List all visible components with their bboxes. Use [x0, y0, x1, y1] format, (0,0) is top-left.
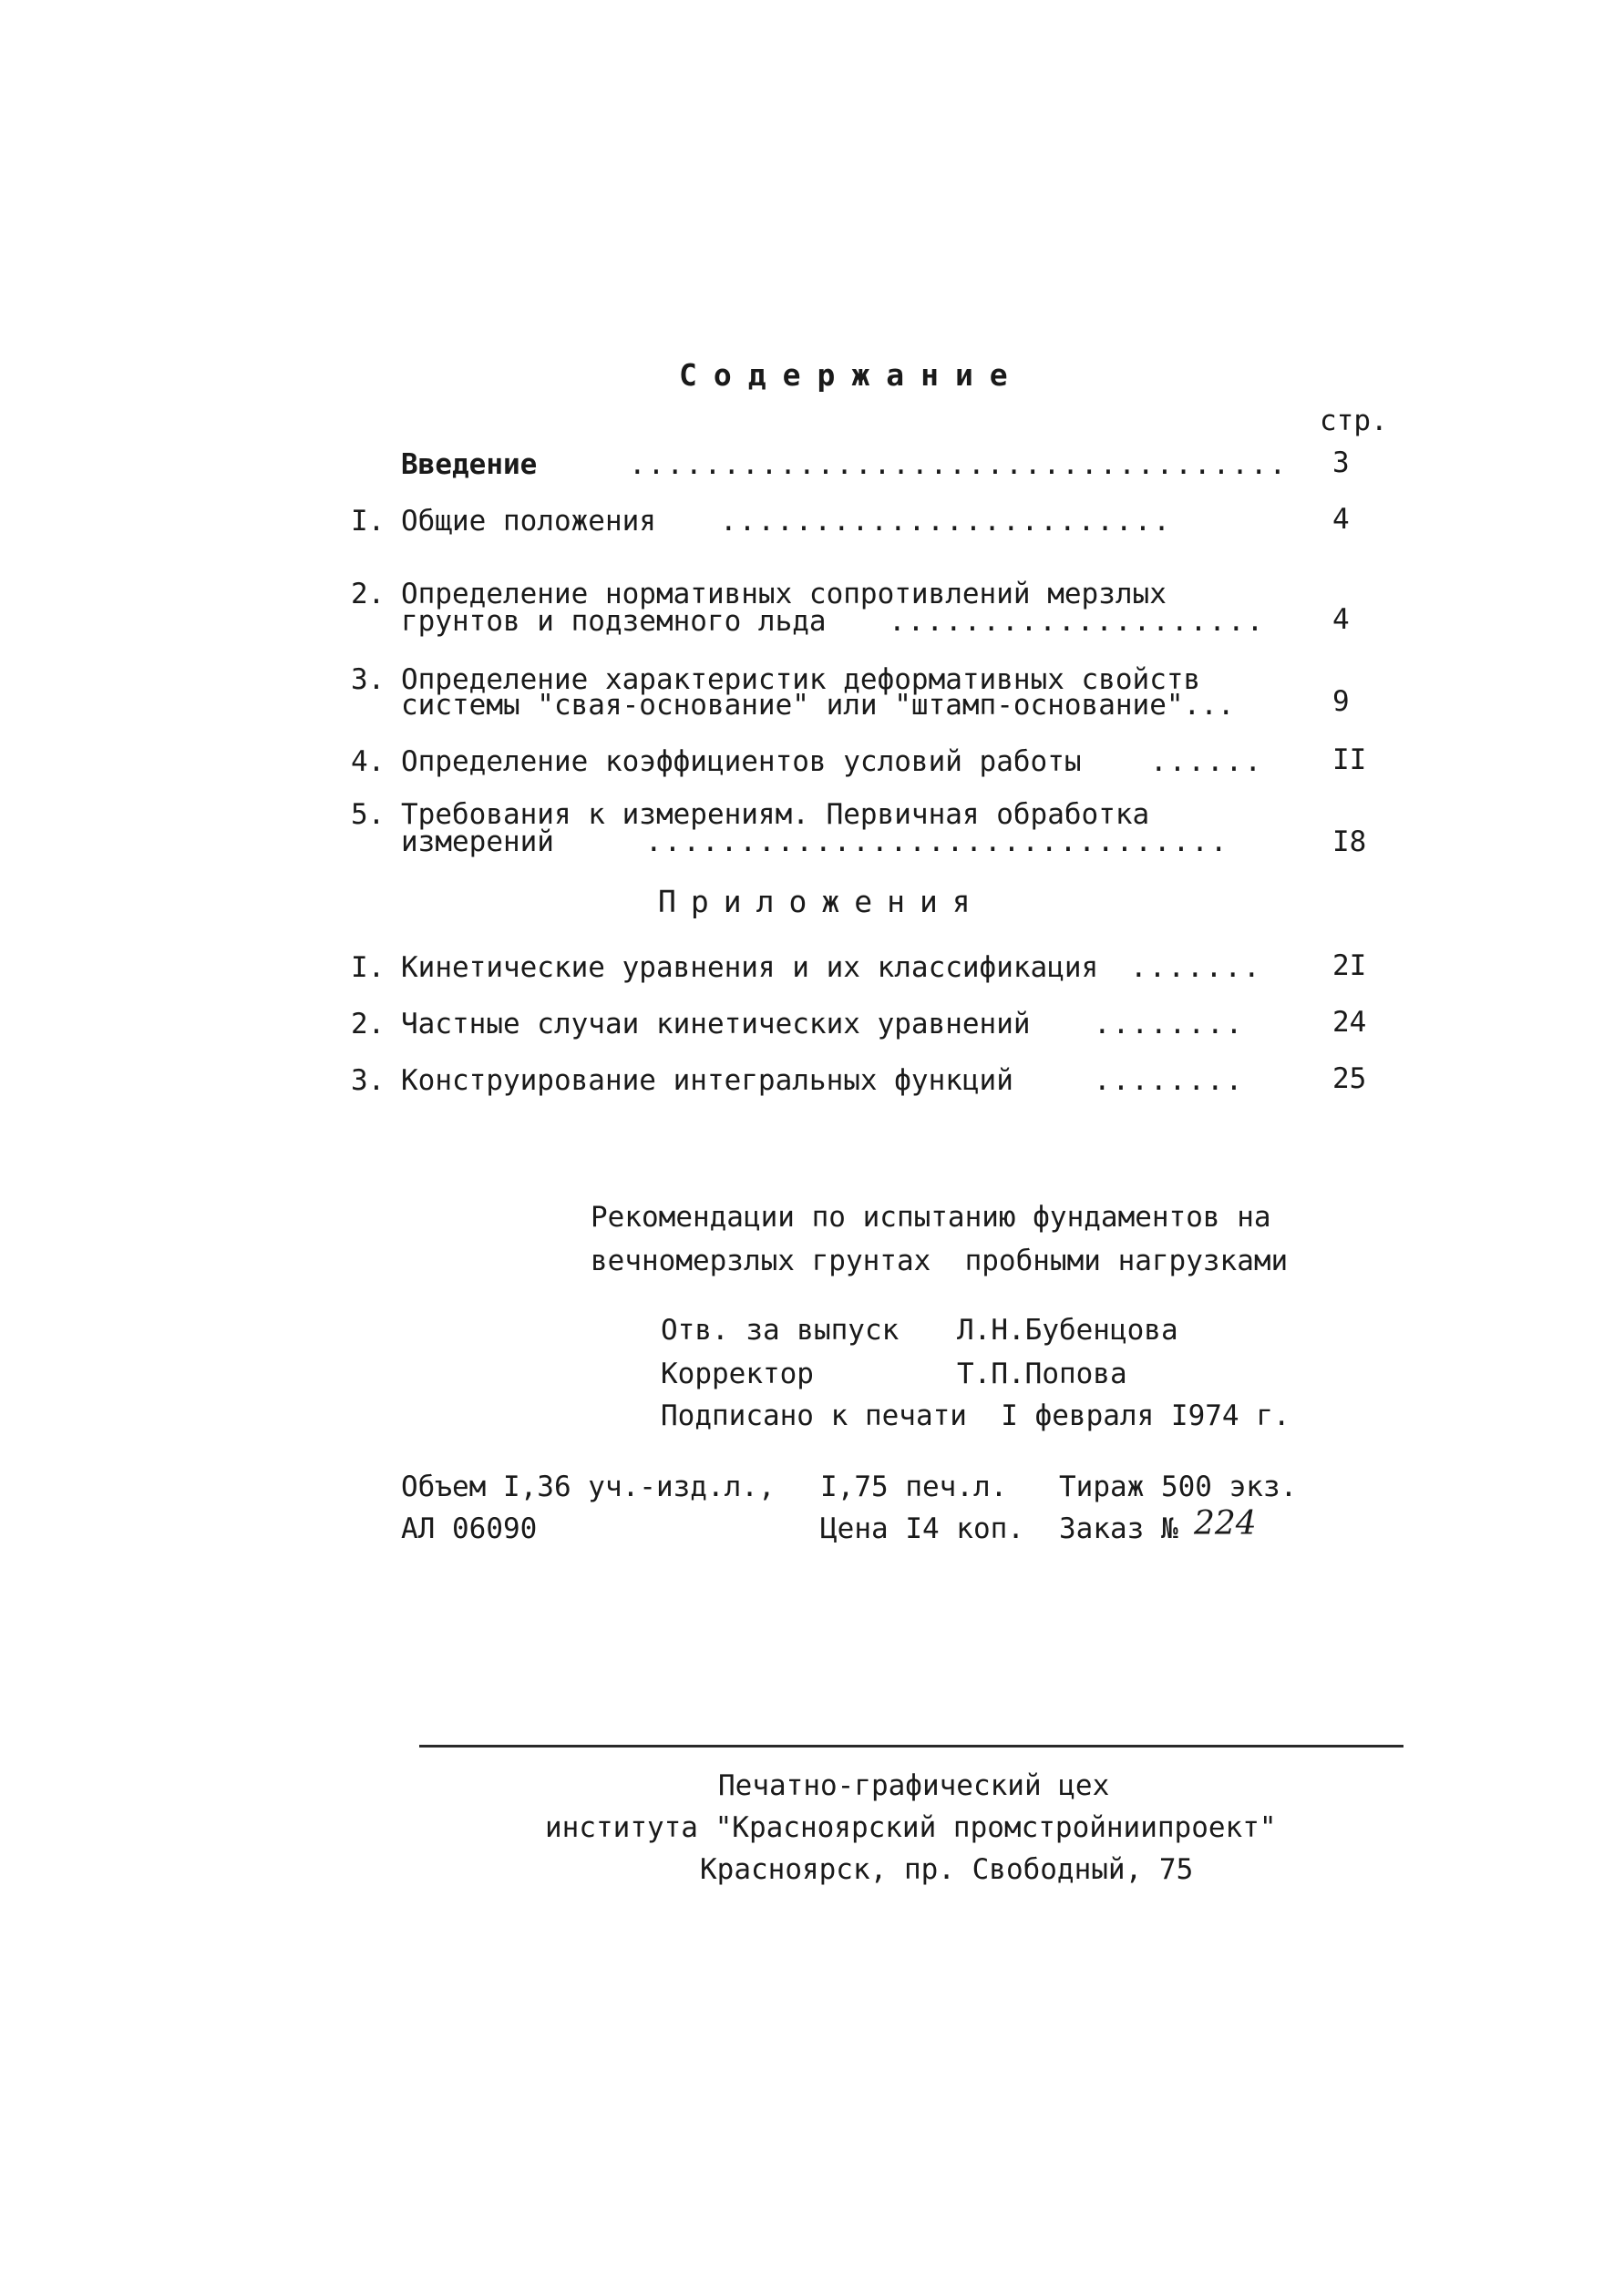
toc-entry-title-cont: системы "свая-основание" или "штамп-основание"...: [401, 689, 1235, 722]
contents-title: Содержание: [679, 357, 1024, 393]
printer-line-3: Красноярск, пр. Свободный, 75: [700, 1853, 1194, 1886]
toc-entry-title: Определение характеристик деформативных свойств: [401, 663, 1201, 696]
corrector-name: Т.П.Попова: [957, 1358, 1127, 1390]
circulation: Тираж 500 экз.: [1059, 1471, 1298, 1503]
toc-entry-number: 3.: [351, 663, 386, 696]
appendix-title-text: Кинетические уравнения и их классификация: [401, 951, 1099, 984]
volume-info: Объем I,36 уч.-изд.л.,: [401, 1471, 776, 1503]
appendix-page-number: 25: [1332, 1062, 1367, 1095]
printer-line-1: Печатно-графический цех: [718, 1769, 1110, 1802]
appendix-leader-dots: ........: [1094, 1008, 1245, 1040]
toc-entry-title: Определение коэффициентов условий работы: [401, 745, 1082, 778]
toc-entry-number: 5.: [351, 798, 386, 831]
printer-line-2: института "Красноярский промстройниипроект": [545, 1811, 1277, 1844]
toc-leader-dots: ...............................: [645, 825, 1229, 858]
page-column-header: стр.: [1320, 405, 1388, 437]
toc-entry-title-cont: измерений: [401, 825, 554, 858]
divider-line: [419, 1745, 1404, 1748]
appendix-number: I.: [351, 951, 386, 984]
appendix-number: 3.: [351, 1064, 386, 1097]
order-label: Заказ №: [1059, 1512, 1178, 1545]
appendix-number: 2.: [351, 1008, 386, 1040]
appendix-leader-dots: ........: [1094, 1064, 1245, 1097]
toc-page-number: I8: [1332, 825, 1367, 858]
corrector-label: Корректор: [661, 1358, 814, 1390]
toc-entry-title: Определение нормативных сопротивлений мерзлых: [401, 578, 1167, 610]
responsible-label: Отв. за выпуск: [661, 1314, 900, 1347]
appendix-page-number: 24: [1332, 1006, 1367, 1039]
toc-leader-dots: ........................: [720, 505, 1172, 538]
appendix-title-text: Частные случаи кинетических уравнений: [401, 1008, 1031, 1040]
publication-code: АЛ 06090: [401, 1512, 538, 1545]
toc-leader-dots: ....................: [889, 605, 1266, 638]
toc-leader-dots: ...................................: [629, 448, 1289, 481]
toc-page-number: II: [1332, 743, 1367, 776]
toc-entry-number: 2.: [351, 578, 386, 610]
toc-entry-title: Введение: [401, 448, 538, 481]
toc-entry-number: 4.: [351, 745, 386, 778]
toc-entry-title-cont: грунтов и подземного льда: [401, 605, 827, 638]
toc-leader-dots: ......: [1150, 745, 1263, 778]
toc-page-number: 9: [1332, 685, 1350, 718]
signed-for-print: Подписано к печати I февраля I974 г.: [661, 1399, 1290, 1432]
toc-page-number: 4: [1332, 603, 1350, 636]
appendix-title: Приложения: [658, 884, 985, 919]
toc-page-number: 4: [1332, 503, 1350, 536]
toc-entry-title: Общие положения: [401, 505, 656, 538]
responsible-name: Л.Н.Бубенцова: [957, 1314, 1178, 1347]
appendix-leader-dots: .......: [1130, 951, 1262, 984]
appendix-page-number: 2I: [1332, 949, 1367, 982]
price: Цена I4 коп.: [820, 1512, 1024, 1545]
appendix-title-text: Конструирование интегральных функций: [401, 1064, 1013, 1097]
toc-entry-number: I.: [351, 505, 386, 538]
toc-page-number: 3: [1332, 446, 1350, 479]
order-number-handwritten: 224: [1194, 1505, 1257, 1543]
book-title-line-1: Рекомендации по испытанию фундаментов на: [591, 1201, 1271, 1234]
book-title-line-2: вечномерзлых грунтах пробными нагрузками: [591, 1245, 1289, 1277]
print-sheets: I,75 печ.л.: [820, 1471, 1008, 1503]
toc-entry-title: Требования к измерениям. Первичная обработка: [401, 798, 1150, 831]
